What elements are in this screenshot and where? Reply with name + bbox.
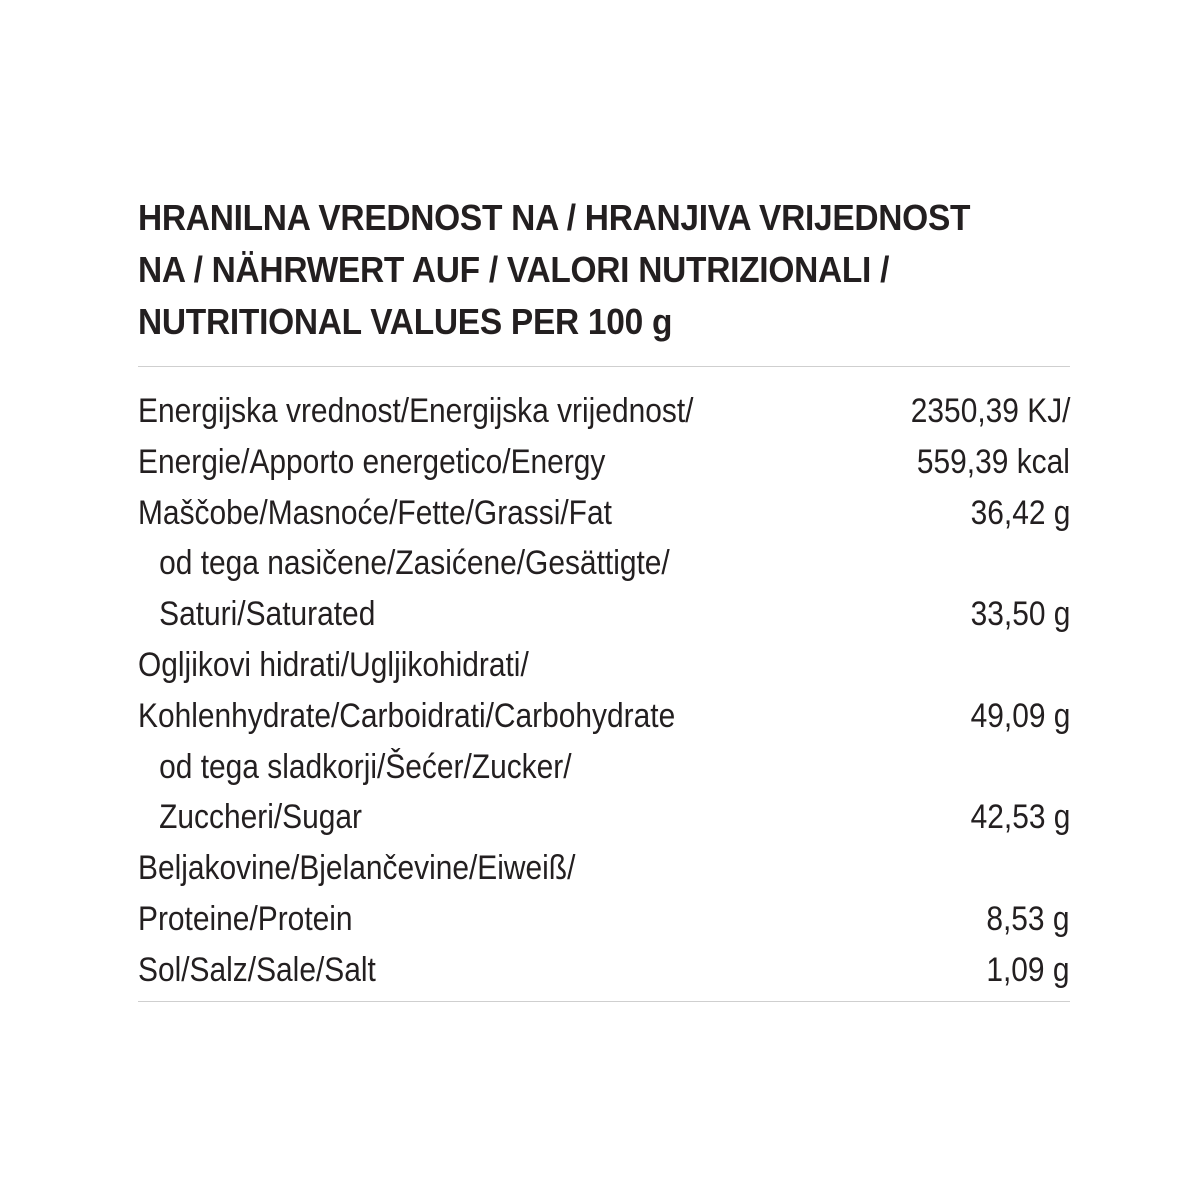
row-label: Maščobe/Masnoće/Fette/Grassi/Fat	[138, 493, 612, 532]
row-value: 1,09 g	[986, 950, 1070, 989]
row-value: 49,09 g	[970, 696, 1070, 735]
row-value: 33,50 g	[970, 595, 1070, 634]
table-row	[138, 488, 1070, 539]
row-value: 8,53 g	[986, 899, 1070, 938]
row-value: 36,42 g	[970, 493, 1070, 532]
table-row	[138, 386, 1070, 437]
row-value: 559,39 kcal	[916, 442, 1070, 481]
nutrition-table	[138, 386, 1070, 996]
row-label: od tega nasičene/Zasićene/Gesättigte/	[159, 544, 670, 583]
row-value: 42,53 g	[970, 798, 1070, 837]
table-row	[138, 894, 1070, 945]
row-label: Energijska vrednost/Energijska vrijednost/	[138, 392, 694, 430]
top-divider	[138, 366, 1070, 367]
row-label: Proteine/Protein	[138, 899, 353, 938]
row-label: od tega sladkorji/Šećer/Zucker/	[159, 747, 572, 786]
heading-line: HRANILNA VREDNOST NA / HRANJIVA VRIJEDNOST	[138, 197, 971, 238]
nutrition-heading	[138, 192, 1073, 348]
nutrition-panel	[138, 192, 1070, 989]
row-label: Energie/Apporto energetico/Energy	[138, 442, 606, 481]
table-row	[138, 792, 1070, 843]
bottom-divider	[138, 1001, 1070, 1002]
table-row	[138, 691, 1070, 742]
heading-line: NA / NÄHRWERT AUF / VALORI NUTRIZIONALI /	[138, 249, 890, 290]
table-row	[138, 437, 1070, 488]
table-row	[138, 945, 1070, 996]
row-label: Zuccheri/Sugar	[159, 798, 363, 837]
table-row	[138, 538, 1070, 589]
row-value: 2350,39 KJ/	[910, 392, 1070, 430]
row-label: Kohlenhydrate/Carboidrati/Carbohydrate	[138, 696, 676, 735]
row-label: Ogljikovi hidrati/Ugljikohidrati/	[138, 645, 529, 684]
table-row	[138, 742, 1070, 793]
table-row	[138, 843, 1070, 894]
heading-line: NUTRITIONAL VALUES PER 100 g	[138, 301, 673, 342]
row-label: Beljakovine/Bjelančevine/Eiweiß/	[138, 849, 576, 888]
row-label: Sol/Salz/Sale/Salt	[138, 950, 376, 989]
row-label: Saturi/Saturated	[159, 595, 376, 634]
table-row	[138, 640, 1070, 691]
table-row	[138, 589, 1070, 640]
